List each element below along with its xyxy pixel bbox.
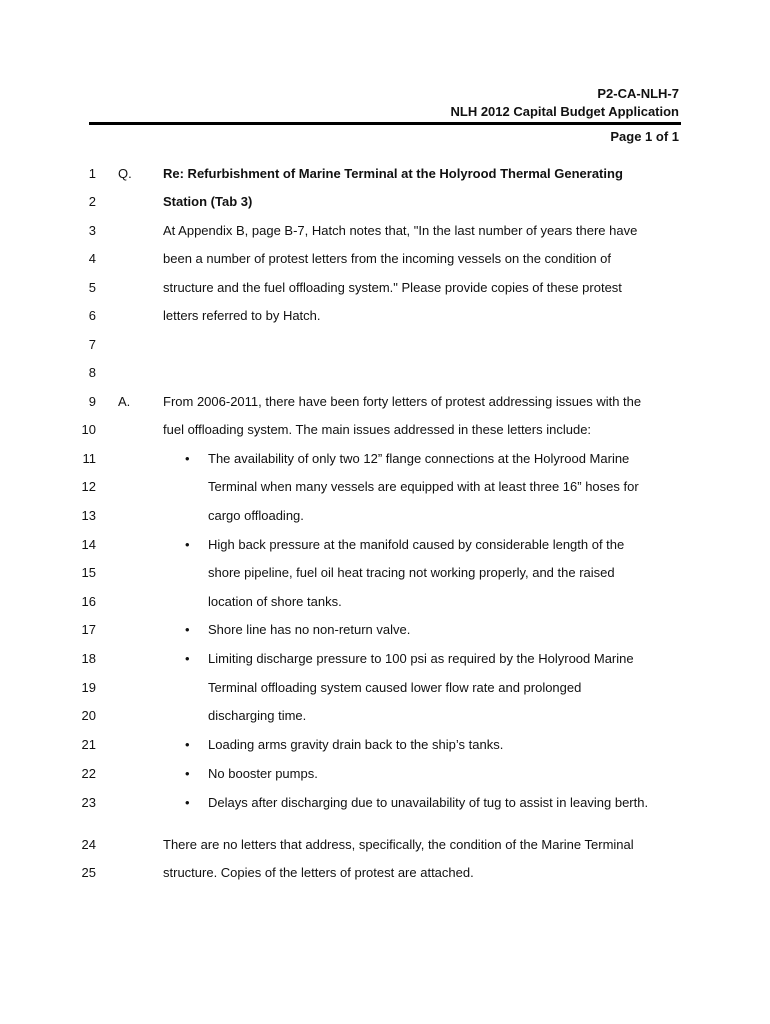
bullet-text: No booster pumps. [208,766,318,781]
line-number: 15 [81,565,96,580]
bullet-text: Limiting discharge pressure to 100 psi as required by the Holyrood Marine [208,651,634,666]
line-number: 24 [81,837,96,852]
line-number: 3 [88,223,96,238]
question-title: Re: Refurbishment of Marine Terminal at the Holyrood Thermal Generating [163,166,623,181]
bullet-icon: • [185,451,190,466]
question-text: letters referred to by Hatch. [163,308,321,323]
line-number: 22 [81,766,96,781]
bullet-icon: • [185,766,190,781]
answer-intro: fuel offloading system. The main issues addressed in these letters include: [163,422,592,437]
bullet-icon: • [185,795,190,810]
bullet-text: Terminal when many vessels are equipped with at least three 16” hoses for [208,479,639,494]
question-text: been a number of protest letters from the incoming vessels on the condition of [163,251,612,266]
question-text: structure and the fuel offloading system." Please provide copies of these protest [163,280,622,295]
answer-label: A. [118,394,131,409]
answer-intro: From 2006-2011, there have been forty letters of protest addressing issues with the [163,394,642,409]
line-number: 8 [88,365,96,380]
bullet-text: cargo offloading. [208,508,304,523]
document-title: NLH 2012 Capital Budget Application [450,104,679,119]
bullet-text: shore pipeline, fuel oil heat tracing not working properly, and the raised [208,565,615,580]
line-number: 19 [81,680,96,695]
bullet-icon: • [185,537,190,552]
bullet-icon: • [185,622,190,637]
question-text: At Appendix B, page B-7, Hatch notes that, "In the last number of years there have [163,223,638,238]
line-number: 20 [81,708,96,723]
answer-closing: structure. Copies of the letters of protest are attached. [163,865,474,880]
line-number: 21 [81,737,96,752]
bullet-text: High back pressure at the manifold caused by considerable length of the [208,537,625,552]
header-rule [89,122,681,125]
bullet-text: Loading arms gravity drain back to the ship’s tanks. [208,737,504,752]
bullet-text: Terminal offloading system caused lower flow rate and prolonged [208,680,582,695]
bullet-text: The availability of only two 12” flange connections at the Holyrood Marine [208,451,630,466]
line-number: 7 [88,337,96,352]
line-number: 14 [81,537,96,552]
line-number: 17 [81,622,96,637]
bullet-text: location of shore tanks. [208,594,342,609]
line-number: 18 [81,651,96,666]
page-number: Page 1 of 1 [610,129,679,144]
bullet-icon: • [185,651,190,666]
bullet-text: Delays after discharging due to unavailability of tug to assist in leaving berth. [208,795,649,810]
line-number: 9 [88,394,96,409]
bullet-icon: • [185,737,190,752]
line-number: 23 [81,795,96,810]
line-number: 5 [88,280,96,295]
bullet-text: Shore line has no non-return valve. [208,622,411,637]
bullet-text: discharging time. [208,708,307,723]
line-number: 25 [81,865,96,880]
line-number: 6 [88,308,96,323]
line-number: 4 [88,251,96,266]
line-number: 16 [81,594,96,609]
question-title: Station (Tab 3) [163,194,253,209]
document-id: P2-CA-NLH-7 [597,86,679,101]
question-label: Q. [118,166,132,181]
line-number: 2 [88,194,96,209]
line-number: 10 [81,422,96,437]
answer-closing: There are no letters that address, specifically, the condition of the Marine Terminal [163,837,634,852]
line-number: 12 [81,479,96,494]
line-number: 11 [82,451,96,466]
line-number: 1 [88,166,96,181]
line-number: 13 [81,508,96,523]
